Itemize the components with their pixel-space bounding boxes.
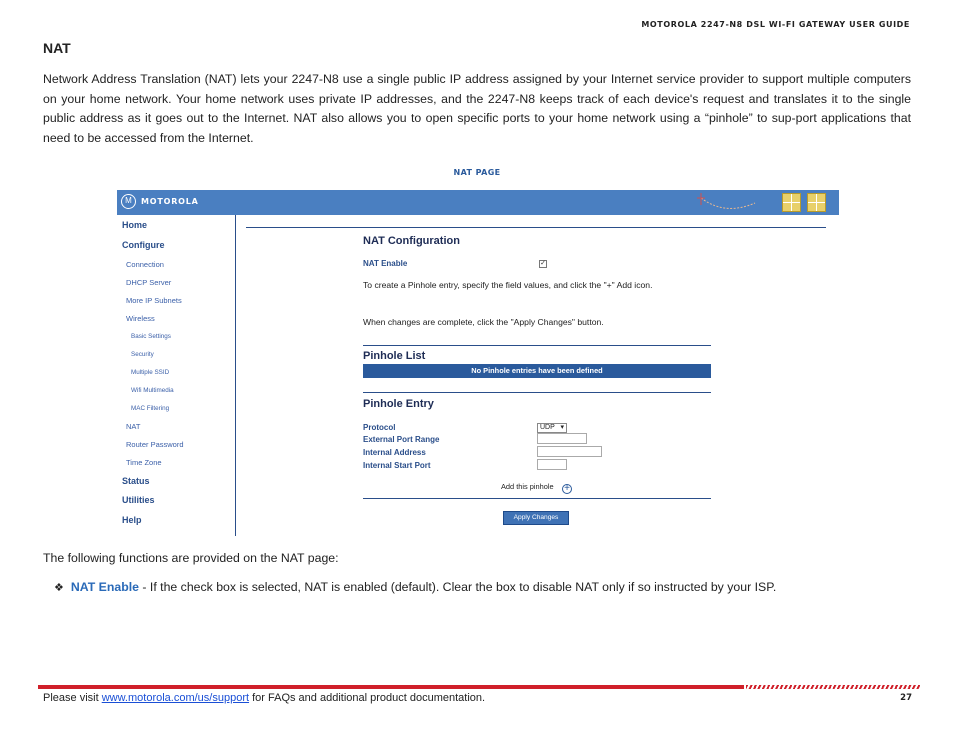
nav-item-utilities[interactable]: Utilities: [122, 495, 155, 505]
bullet-description: - If the check box is selected, NAT is enabled (default). Clear the box to disable NAT only if so instructed by your ISP.: [138, 580, 777, 594]
divider: [363, 498, 711, 499]
section-title: NAT: [43, 40, 71, 56]
nav-item-home[interactable]: Home: [122, 220, 148, 230]
footer-text-before: Please visit: [43, 692, 102, 704]
add-icon[interactable]: +: [562, 484, 572, 494]
nav-item-router-password[interactable]: Router Password: [126, 440, 184, 449]
content-top-rule: [246, 227, 826, 228]
nat-enable-checkbox[interactable]: ✓: [540, 260, 546, 267]
nav-item-multiple-ssid[interactable]: Multiple SSID: [131, 369, 170, 376]
protocol-value: UDP: [540, 424, 555, 431]
nat-enable-label: NAT Enable: [363, 259, 408, 268]
footer-text-after: for FAQs and additional product documentation.: [249, 692, 486, 704]
protocol-label: Protocol: [363, 423, 396, 432]
window-icon: [807, 193, 826, 212]
nav-item-mac-filtering[interactable]: MAC Filtering: [131, 405, 170, 412]
protocol-select[interactable]: [537, 423, 567, 433]
nat-configuration-heading: NAT Configuration: [363, 235, 460, 247]
nav-item-status[interactable]: Status: [122, 476, 150, 486]
nav-item-help[interactable]: Help: [122, 515, 142, 525]
internal-address-input[interactable]: [537, 446, 602, 457]
window-icon: [782, 193, 801, 212]
apply-changes-button[interactable]: Apply Changes: [503, 511, 569, 525]
motorola-logo-icon: M: [121, 194, 136, 209]
intro-paragraph: Network Address Translation (NAT) lets your 2247-N8 use a single public IP address assigned by your Internet service provider to support multiple computers on your home network. Your home network uses private IP addresses, and the 2247-N8 keeps track of each device's request and translates it to the single public address as it goes out to the Internet. NAT also allows you to open specific ports to your home network using a “pinhole” to sup-port applications that need to be accessed from the Internet.: [43, 72, 911, 145]
support-link[interactable]: www.motorola.com/us/support: [101, 692, 250, 704]
pinhole-list-heading: Pinhole List: [363, 350, 426, 362]
nav-item-dhcp-server[interactable]: DHCP Server: [126, 278, 172, 287]
nav-item-wifi-multimedia[interactable]: Wifi Multimedia: [131, 387, 174, 394]
pinhole-list-empty-message: No Pinhole entries have been defined: [363, 364, 711, 378]
brand-name: MOTOROLA: [141, 197, 199, 206]
nat-page-screenshot: [117, 190, 839, 536]
internal-start-port-label: Internal Start Port: [363, 461, 431, 470]
nav-item-nat[interactable]: NAT: [126, 422, 141, 431]
bullet-item: [54, 580, 776, 594]
internal-start-port-input[interactable]: [537, 459, 567, 470]
bullet-term: NAT Enable: [70, 580, 139, 594]
figure-caption: NAT PAGE: [453, 168, 501, 177]
external-port-range-label: External Port Range: [363, 435, 440, 444]
external-port-range-input[interactable]: [537, 433, 587, 444]
nav-item-configure[interactable]: Configure: [122, 240, 165, 250]
apply-instruction: When changes are complete, click the "Apply Changes" button.: [363, 317, 604, 327]
nav-item-security[interactable]: Security: [131, 351, 154, 358]
divider: [363, 345, 711, 346]
sidebar-nav: [117, 215, 236, 536]
page-number: 27: [900, 693, 912, 703]
chevron-down-icon: ▾: [560, 424, 564, 431]
pinhole-instruction: To create a Pinhole entry, specify the field values, and click the "+" Add icon.: [363, 280, 653, 290]
footer-hatch: [746, 685, 920, 689]
topbar-decoration: [677, 190, 777, 215]
divider: [363, 392, 711, 393]
nav-item-wireless[interactable]: Wireless: [126, 314, 155, 323]
nav-item-connection[interactable]: Connection: [126, 260, 164, 269]
nav-item-time-zone[interactable]: Time Zone: [126, 458, 162, 467]
nav-item-basic-settings[interactable]: Basic Settings: [131, 333, 171, 340]
ui-topbar: [117, 190, 839, 215]
footer-rule: [38, 685, 744, 689]
internal-address-label: Internal Address: [363, 448, 426, 457]
footer-text: [43, 692, 485, 704]
add-pinhole-label: Add this pinhole: [501, 482, 554, 491]
functions-intro: The following functions are provided on the NAT page:: [43, 551, 339, 565]
running-header: MOTOROLA 2247-N8 DSL WI-FI GATEWAY USER GUIDE: [641, 20, 910, 29]
diamond-bullet-icon: ❖: [54, 582, 64, 594]
pinhole-entry-heading: Pinhole Entry: [363, 398, 434, 410]
nav-item-more-ip-subnets[interactable]: More IP Subnets: [126, 296, 182, 305]
